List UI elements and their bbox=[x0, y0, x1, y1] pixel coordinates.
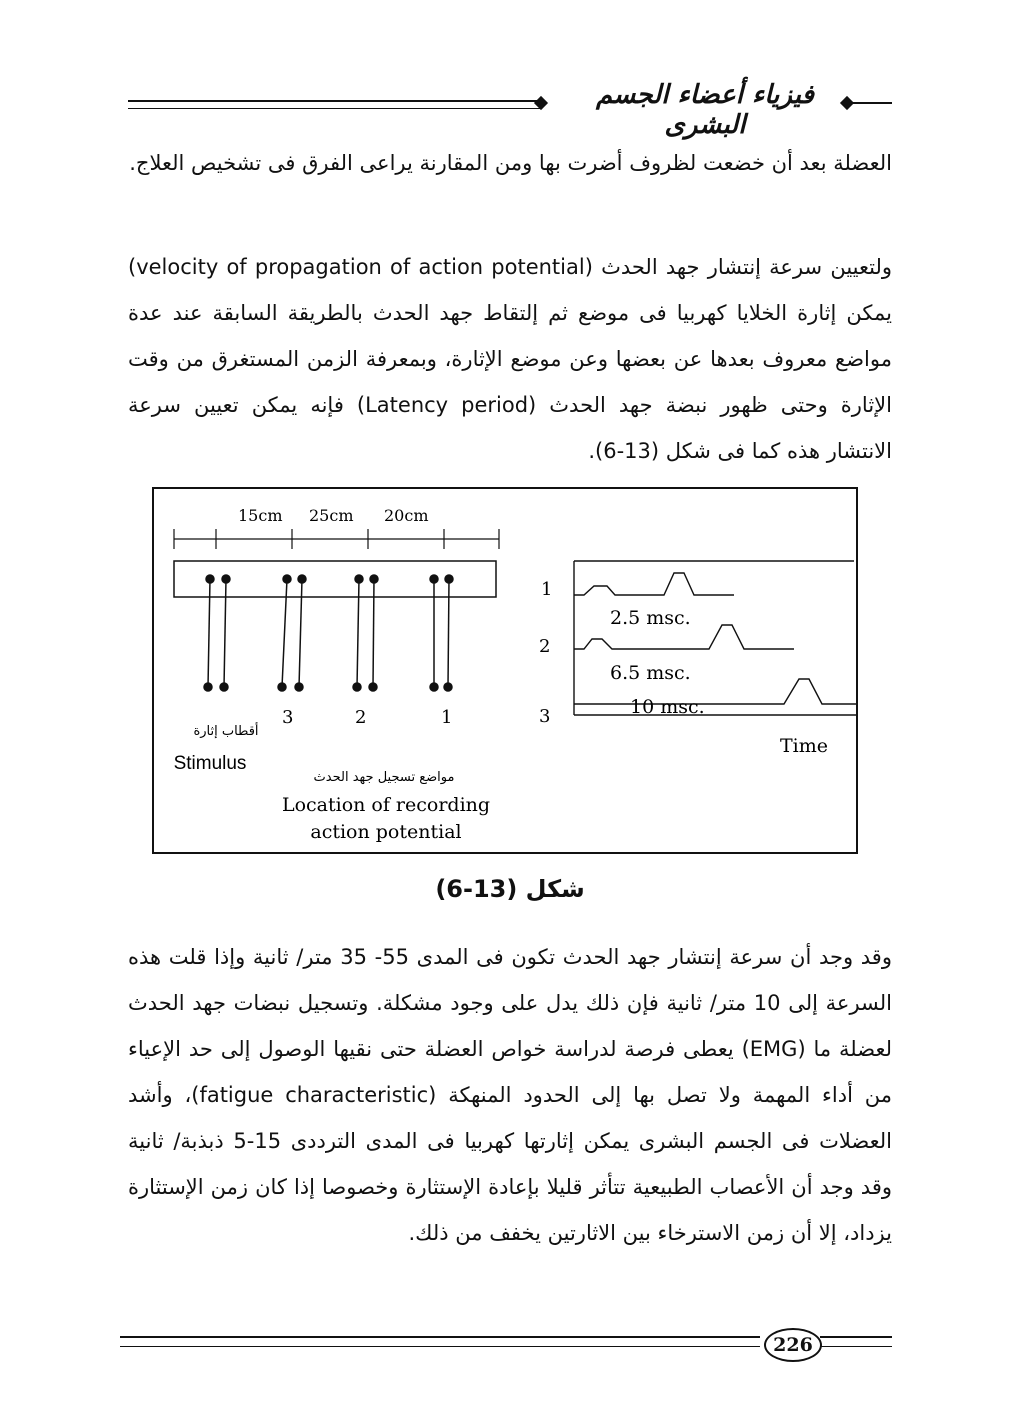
site-number-3: 3 bbox=[282, 707, 294, 728]
distance-label-20: 20cm bbox=[384, 506, 429, 525]
footer-rule-left-top bbox=[120, 1336, 760, 1338]
recording-electrodes-1 bbox=[430, 575, 453, 691]
figure-conduction-diagram bbox=[152, 487, 858, 854]
distance-label-15: 15cm bbox=[238, 506, 283, 525]
stimulus-label-en: Stimulus bbox=[173, 753, 247, 774]
header-rule-right bbox=[852, 102, 892, 104]
trace-label-2: 2 bbox=[539, 636, 551, 657]
recording-label-en-1: Location of recording bbox=[281, 794, 491, 816]
distance-label-25: 25cm bbox=[309, 506, 354, 525]
recording-electrodes-3 bbox=[278, 575, 306, 691]
recording-electrodes-2 bbox=[353, 575, 378, 691]
paragraph-3: وقد وجد أن سرعة إنتشار جهد الحدث تكون فى المدى 55- 35 متر/ ثانية وإذا قلت هذه السرعة إلى 10 متر/ ثانية فإن ذلك يدل على وجود مشكلة. وتسجيل نبضات جهد الحدث لعضلة ما (EMG) يعطى فرصة لدراسة خواص العضلة حتى نقيها الوصول إلى حد الإعياء من أداء المهمة ولا تصل بها إلى الحدود المنهكة (fatigue characteristic)، وأشد العضلات فى الجسم البشرى يمكن إثارتها كهربيا فى المدى الترددى 15-5 ذبذبة/ ثانية وقد وجد أن الأعصاب الطبيعية تتأثر قليلا بإعادة الإستثارة وخصوصا إذا كان زمن الإستثارة يزداد، إلا أن زمن الاسترخاء بين الاثارتين يخفف من ذلك. bbox=[128, 945, 893, 1245]
footer-rule-left-bottom bbox=[120, 1346, 760, 1347]
figure-drawing bbox=[154, 489, 856, 852]
site-number-1: 1 bbox=[441, 707, 453, 728]
header-title: فيزياء أعضاء الجسم البشرى bbox=[596, 80, 814, 140]
delay-label-1: 2.5 msc. bbox=[610, 607, 691, 629]
trace-1-signal bbox=[574, 573, 734, 595]
delay-label-2: 6.5 msc. bbox=[610, 662, 691, 684]
recording-label-ar: مواضع تسجيل جهد الحدث bbox=[313, 770, 455, 785]
footer-rule-right-bottom bbox=[820, 1346, 892, 1347]
stimulus-electrodes bbox=[204, 575, 230, 691]
time-axis-label: Time bbox=[780, 735, 829, 757]
figure-caption: شكل (13-6) bbox=[435, 875, 585, 903]
trace-label-3: 3 bbox=[539, 706, 551, 727]
trace-label-1: 1 bbox=[541, 579, 553, 600]
stimulus-label-ar: أقطاب إثارة bbox=[193, 724, 259, 739]
header-rule-left-bottom bbox=[128, 108, 540, 109]
recording-label-en-2: action potential bbox=[310, 821, 462, 843]
footer-rule-right-top bbox=[820, 1336, 892, 1338]
page-number: 226 bbox=[764, 1328, 822, 1362]
header-rule-left-top bbox=[128, 100, 540, 102]
paragraph-2: ولتعيين سرعة إنتشار جهد الحدث (velocity of propagation of action potential) يمكن إثارة الخلايا كهربيا فى موضع ثم إلتقاط جهد الحدث بالطريقة السابقة عند عدة مواضع معروف بعدها عن بعضها وعن موضع الإثارة، وبمعرفة الزمن المستغرق من وقت الإثارة وحتى ظهور نبضة جهد الحدث (Latency period) فإنه يمكن تعيين سرعة الانتشار هذه كما فى شكل (13-6). bbox=[128, 255, 892, 463]
delay-label-3: 10 msc. bbox=[630, 696, 705, 718]
site-number-2: 2 bbox=[355, 707, 367, 728]
paragraph-1: العضلة بعد أن خضعت لظروف أضرت بها ومن المقارنة يراعى الفرق فى تشخيص العلاج. bbox=[129, 151, 892, 175]
